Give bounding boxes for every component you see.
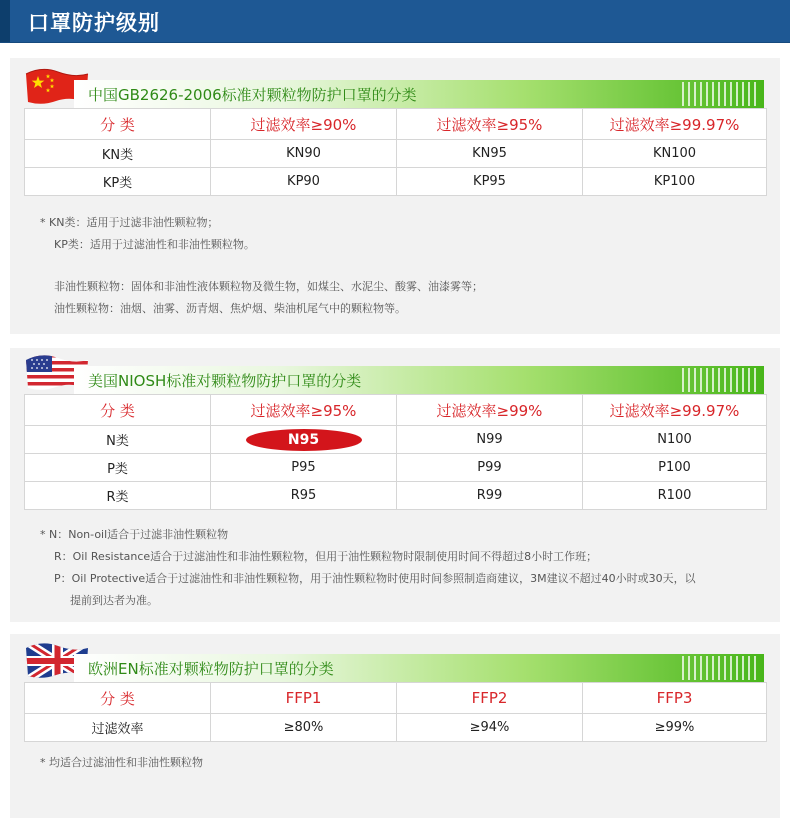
header-cell: FFP3 [583,683,767,714]
header-accent [0,0,10,42]
note-line: KP类：适用于过滤油性和非油性颗粒物。 [54,238,255,251]
header-cell: 过滤效率≥95% [397,109,583,140]
table-cell: P100 [583,454,767,482]
header-cell: 过滤效率≥99% [397,395,583,426]
europe-section [24,640,766,790]
section-divider [10,622,780,634]
note-line: 非油性颗粒物：固体和非油性液体颗粒物及微生物，如煤尘、水泥尘、酸雾、油漆雾等； [54,280,483,293]
table-cell: R99 [397,482,583,510]
banner-stripes [682,656,758,680]
table-cell: ≥94% [397,714,583,742]
note-line: 提前到达者为准。 [70,594,158,607]
europe-table [24,682,767,742]
table-cell: KP类 [25,168,211,196]
note-line: R：Oil Resistance适合于过滤油性和非油性颗粒物，但用于油性颗粒物时限制使用时间不得超过8小时工作班； [54,550,598,563]
section-divider [10,334,780,348]
note-line: * 均适合过滤油性和非油性颗粒物 [40,756,203,769]
table-cell: R类 [25,482,211,510]
header-cell: FFP1 [211,683,397,714]
table-cell: 过滤效率 [25,714,211,742]
table-row [25,454,767,482]
header-cell: FFP2 [397,683,583,714]
header-cell: 分 类 [25,395,211,426]
table-cell: KN类 [25,140,211,168]
table-row [25,168,767,196]
header-cell: 分 类 [25,109,211,140]
usa-section-title: 美国NIOSH标准对颗粒物防护口罩的分类 [88,372,362,390]
table-row [25,714,767,742]
usa-section [24,352,766,622]
table-cell: P95 [211,454,397,482]
table-cell: ≥80% [211,714,397,742]
table-cell: R100 [583,482,767,510]
china-notes [40,212,483,320]
n95-highlight-badge: N95 [246,429,362,451]
table-header-row [25,683,767,714]
table-cell: N99 [397,426,583,454]
table-cell: KP100 [583,168,767,196]
table-cell: ≥99% [583,714,767,742]
note-line: * N：Non-oil适合于过滤非油性颗粒物 [40,528,229,541]
note-line: * KN类：适用于过滤非油性颗粒物； [40,216,219,229]
header-cell: 过滤效率≥99.97% [583,395,767,426]
header-cell: 过滤效率≥90% [211,109,397,140]
table-row [25,140,767,168]
header-cell: 过滤效率≥99.97% [583,109,767,140]
table-cell: P99 [397,454,583,482]
header-cell: 过滤效率≥95% [211,395,397,426]
page-title: 口罩防护级别 [28,11,160,35]
europe-notes [40,752,203,774]
table-cell: KP90 [211,168,397,196]
page-header [0,0,790,43]
header-cell: 分 类 [25,683,211,714]
china-table [24,108,767,196]
table-cell: N100 [583,426,767,454]
table-cell: KN95 [397,140,583,168]
europe-section-title: 欧洲EN标准对颗粒物防护口罩的分类 [88,660,334,678]
china-section [24,66,766,336]
table-cell: N类 [25,426,211,454]
content-panel [10,58,780,818]
note-line: P：Oil Protective适合于过滤油性和非油性颗粒物，用于油性颗粒物时使用时间参照制造商建议，3M建议不超过40小时或30天，以 [54,572,696,585]
table-cell: P类 [25,454,211,482]
table-row [25,482,767,510]
banner-stripes [682,368,758,392]
table-cell: KP95 [397,168,583,196]
table-header-row [25,395,767,426]
usa-notes [40,524,696,612]
table-cell-highlight [211,426,397,454]
note-line: 油性颗粒物：油烟、油雾、沥青烟、焦炉烟、柴油机尾气中的颗粒物等。 [54,302,406,315]
china-section-title: 中国GB2626-2006标准对颗粒物防护口罩的分类 [88,86,417,104]
table-cell: R95 [211,482,397,510]
table-header-row [25,109,767,140]
table-cell: KN100 [583,140,767,168]
table-cell: KN90 [211,140,397,168]
table-row [25,426,767,454]
banner-stripes [682,82,758,106]
usa-table [24,394,767,510]
